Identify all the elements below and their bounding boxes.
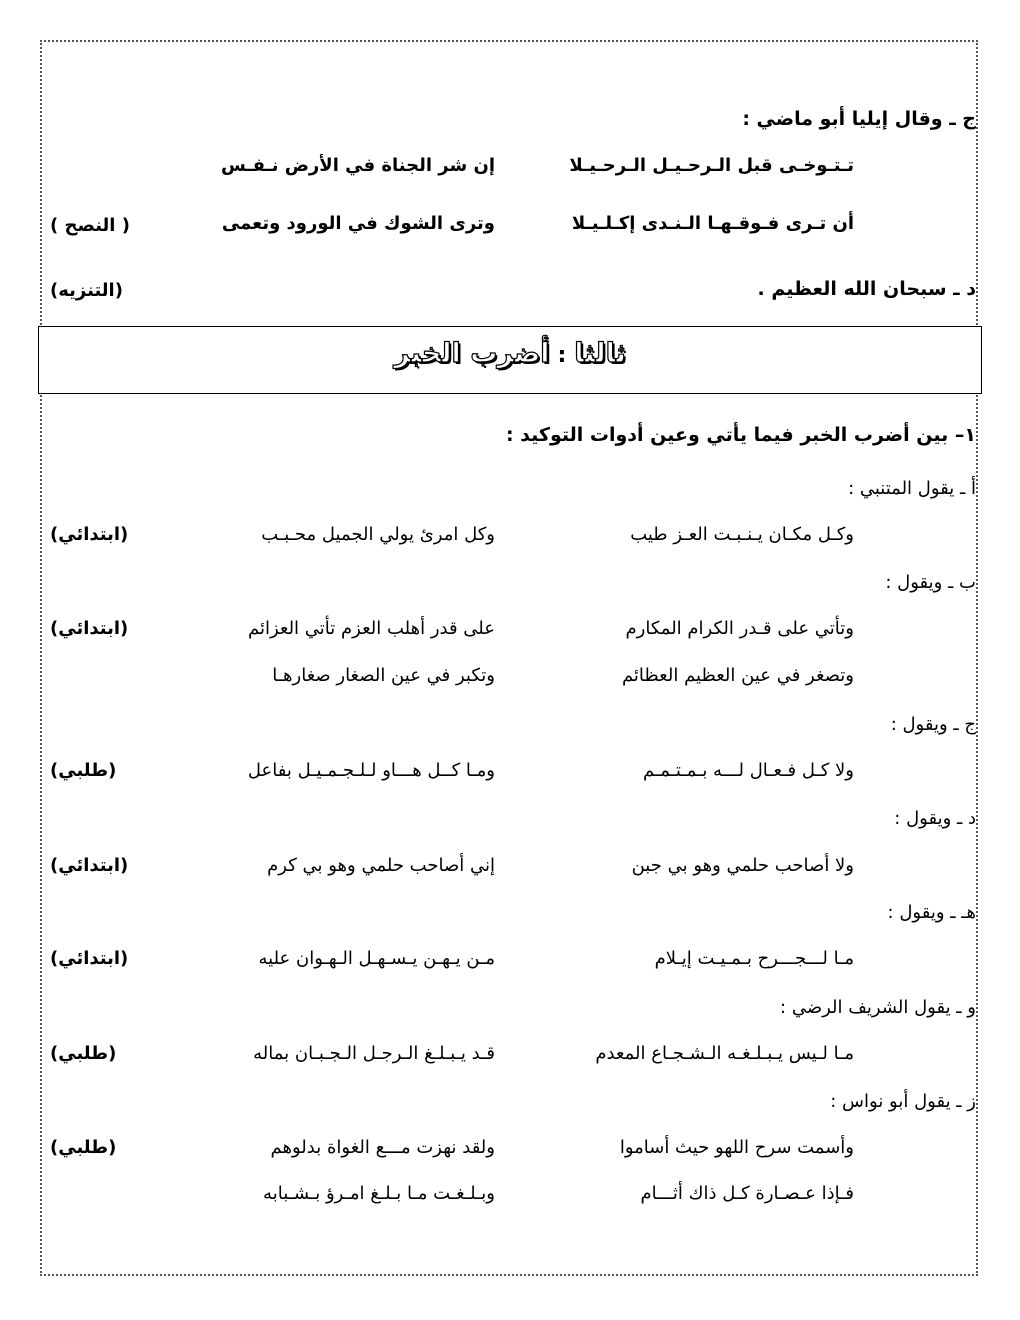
answer-tag-j: ( النصح ) bbox=[50, 215, 130, 236]
section-label: ثالثا bbox=[574, 338, 626, 369]
answer-tag: (طلبي) bbox=[50, 1137, 117, 1158]
verse-second-hemistich: مـا لـيس يـبـلـغـه الـشـجـاع المعدم bbox=[595, 1043, 854, 1064]
item-intro: د ـ ويقول : bbox=[894, 808, 976, 829]
item-intro: ز ـ يقول أبو نواس : bbox=[830, 1091, 976, 1112]
verse-j2-second-hemistich: أن تـرى فـوقـهـا الـنـدى إكـلـيـلا bbox=[571, 213, 854, 234]
answer-tag: (طلبي) bbox=[50, 760, 117, 781]
intro-j: ج ـ وقال إيليا أبو ماضي : bbox=[742, 108, 976, 130]
verse-second-hemistich: وتصغر في عين العظيم العظائم bbox=[621, 665, 854, 686]
answer-tag: (ابتدائي) bbox=[50, 618, 129, 639]
verse-first-hemistich: على قدر أهلب العزم تأتي العزائم bbox=[247, 618, 495, 639]
item-intro: ب ـ ويقول : bbox=[885, 572, 976, 593]
section-heading: أضرب الخبر bbox=[394, 338, 550, 369]
intro-d: د ـ سبحان الله العظيم . bbox=[757, 278, 976, 300]
verse-j1-second-hemistich: تـتـوخـى قبل الـرحـيـل الـرحـيـلا bbox=[569, 155, 854, 176]
item-intro: ج ـ ويقول : bbox=[890, 714, 976, 735]
section-title bbox=[0, 338, 1020, 369]
answer-tag: (ابتدائي) bbox=[50, 855, 129, 876]
verse-j1-first-hemistich: إن شر الجناة في الأرض نـفـس bbox=[220, 155, 495, 176]
item-intro: أ ـ يقول المتنبي : bbox=[848, 478, 976, 499]
section-colon: : bbox=[557, 343, 567, 368]
verse-second-hemistich: مـا لـــجـــرح بـمـيـت إيـلام bbox=[654, 948, 854, 969]
verse-second-hemistich: فـإذا عـصـارة كـل ذاك أثـــام bbox=[640, 1183, 854, 1204]
item-intro: و ـ يقول الشريف الرضي : bbox=[780, 997, 976, 1018]
verse-first-hemistich: قـد يـبـلـغ الـرجـل الـجـبـان بماله bbox=[253, 1043, 495, 1064]
question-text: ١– بين أضرب الخبر فيما يأتي وعين أدوات التوكيد : bbox=[505, 424, 976, 446]
verse-second-hemistich: وتأتي على قـدر الكرام المكارم bbox=[625, 618, 854, 639]
verse-first-hemistich: ومـا كــل هـــاو لـلـجـمـيـل بفاعل bbox=[247, 760, 495, 781]
verse-second-hemistich: وكـل مكـان يـنـبـت العـز طيب bbox=[630, 524, 854, 545]
verse-second-hemistich: وأسمت سرح اللهو حيث أساموا bbox=[619, 1137, 854, 1158]
verse-first-hemistich: إني أصاحب حلمي وهو بي كرم bbox=[267, 855, 495, 876]
verse-first-hemistich: وتكبر في عين الصغار صغارهـا bbox=[272, 665, 495, 686]
answer-tag: (طلبي) bbox=[50, 1043, 117, 1064]
verse-second-hemistich: ولا كـل فـعـال لـــه بـمـتـمـم bbox=[643, 760, 854, 781]
verse-first-hemistich: ولقد نهزت مـــع الغواة بدلوهم bbox=[270, 1137, 495, 1158]
item-intro: هـ ـ ويقول : bbox=[887, 902, 976, 923]
answer-tag: (ابتدائي) bbox=[50, 524, 129, 545]
verse-first-hemistich: وبـلـغـت مـا بـلـغ امـرؤ بـشـبابه bbox=[263, 1183, 495, 1204]
answer-tag: (ابتدائي) bbox=[50, 948, 129, 969]
verse-second-hemistich: ولا أصاحب حلمي وهو بي جبن bbox=[631, 855, 854, 876]
verse-first-hemistich: وكل امرئ يولي الجميل محـبـب bbox=[261, 524, 495, 545]
answer-tag-d: (التنزيه) bbox=[50, 280, 123, 301]
verse-first-hemistich: مـن يـهـن يـسـهـل الـهـوان عليه bbox=[258, 948, 495, 969]
verse-j2-first-hemistich: وترى الشوك في الورود وتعمى bbox=[221, 213, 495, 234]
